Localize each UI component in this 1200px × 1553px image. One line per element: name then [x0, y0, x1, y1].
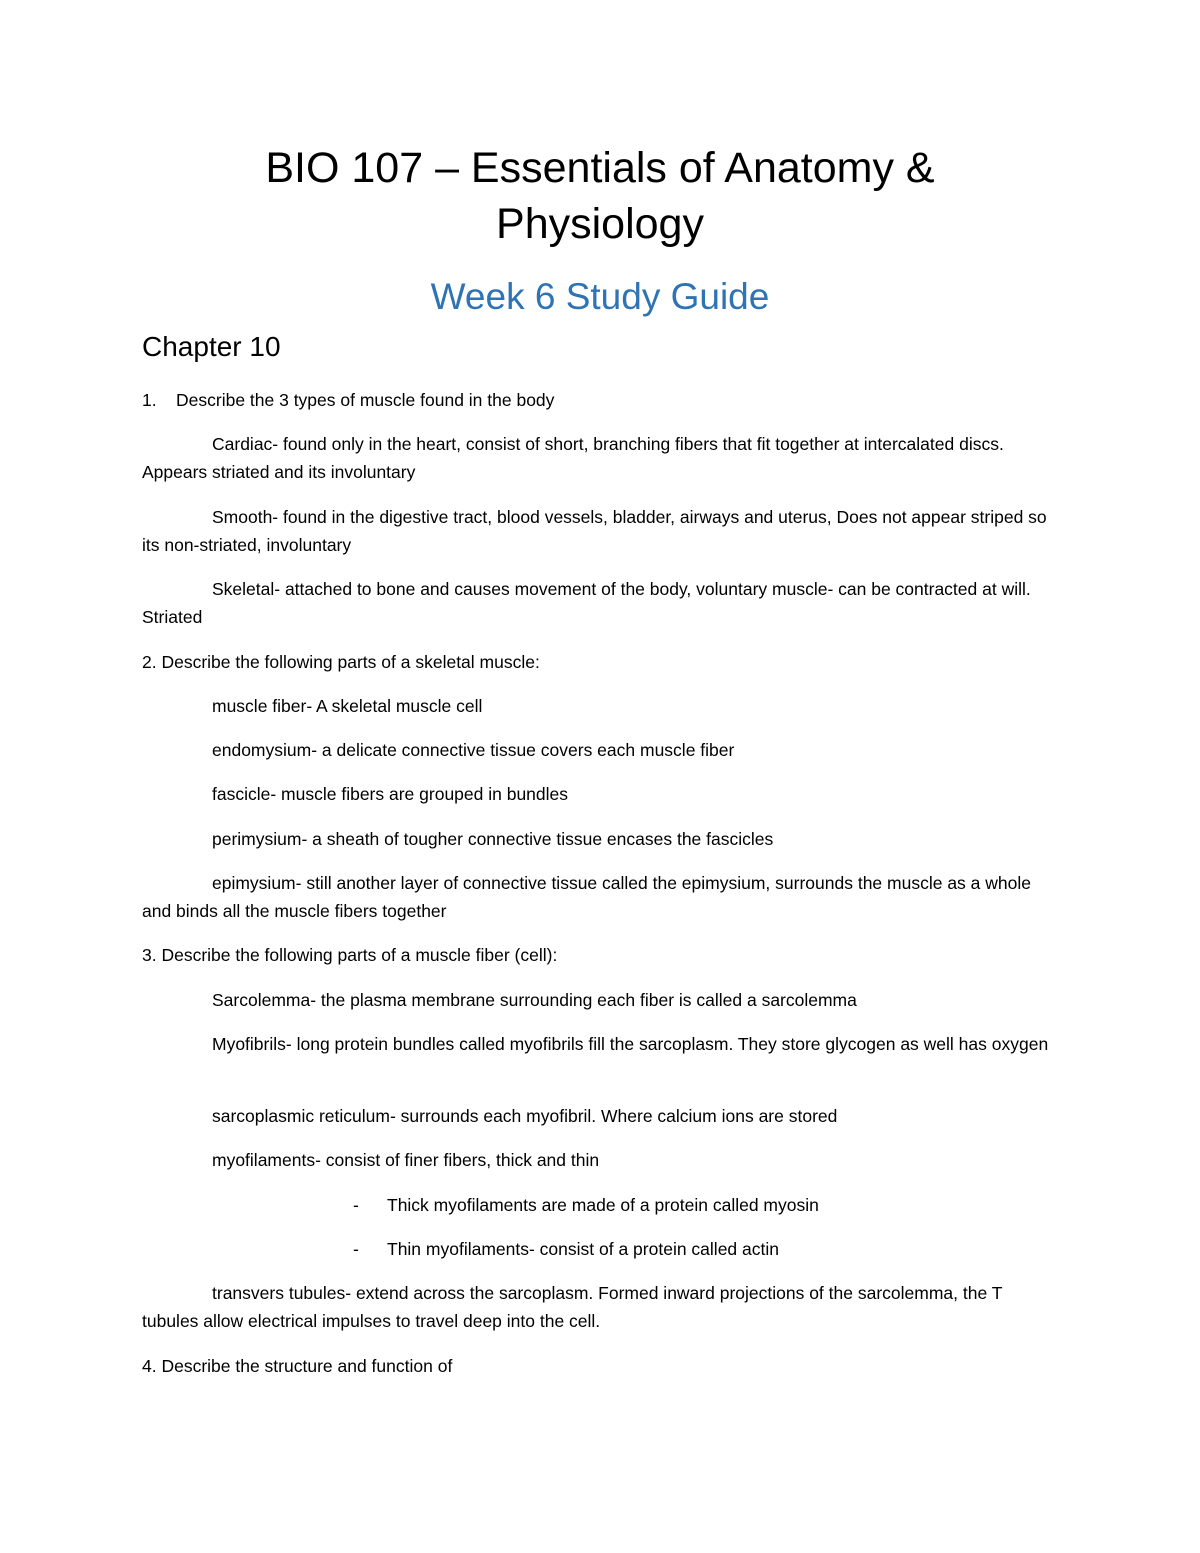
- question-4: 4. Describe the structure and function of: [142, 1356, 453, 1376]
- question-1-number: 1.: [142, 390, 157, 410]
- answer-perimysium: perimysium- a sheath of tougher connective tissue encases the fascicles: [212, 829, 774, 849]
- answer-sarcolemma: Sarcolemma- the plasma membrane surrounding each fiber is called a sarcolemma: [212, 990, 857, 1010]
- answer-sarcoplasmic-reticulum: sarcoplasmic reticulum- surrounds each myofibril. Where calcium ions are stored: [212, 1106, 838, 1126]
- bullet-marker: -: [353, 1195, 359, 1215]
- question-2: 2. Describe the following parts of a skeletal muscle:: [142, 652, 540, 672]
- answer-muscle-fiber: muscle fiber- A skeletal muscle cell: [212, 696, 483, 716]
- answer-skeletal: Skeletal- attached to bone and causes movement of the body, voluntary muscle- can be contracted at will. Striated: [142, 579, 1031, 627]
- question-1-text: Describe the 3 types of muscle found in the body: [176, 390, 555, 410]
- answer-cardiac: Cardiac- found only in the heart, consist of short, branching fibers that fit together at intercalated discs. Appears striated and its involuntary: [142, 434, 1004, 482]
- bullet-text: Thin myofilaments- consist of a protein called actin: [387, 1239, 779, 1259]
- answer-epimysium: epimysium- still another layer of connective tissue called the epimysium, surrounds the muscle as a whole and binds all the muscle fibers together: [142, 873, 1031, 921]
- bullet-thick-myofilaments: [353, 1191, 819, 1219]
- bullet-thin-myofilaments: [353, 1235, 779, 1263]
- document-title: [0, 140, 1200, 252]
- answer-myofilaments: myofilaments- consist of finer fibers, thick and thin: [212, 1150, 600, 1170]
- document-subtitle: Week 6 Study Guide: [430, 276, 770, 317]
- answer-fascicle: fascicle- muscle fibers are grouped in bundles: [212, 784, 569, 804]
- answer-endomysium: endomysium- a delicate connective tissue covers each muscle fiber: [212, 740, 735, 760]
- chapter-heading: Chapter 10: [142, 331, 281, 362]
- bullet-marker: -: [353, 1239, 359, 1259]
- answer-smooth: Smooth- found in the digestive tract, blood vessels, bladder, airways and uterus, Does not appear striped so its non-striated, involuntary: [142, 507, 1047, 555]
- answer-myofibrils: Myofibrils- long protein bundles called myofibrils fill the sarcoplasm. They store glycogen as well has oxygen: [212, 1034, 1049, 1054]
- title-line-2: Physiology: [496, 200, 704, 248]
- bullet-text: Thick myofilaments are made of a protein called myosin: [387, 1195, 819, 1215]
- title-line-1: BIO 107 – Essentials of Anatomy &: [265, 144, 935, 192]
- question-3: 3. Describe the following parts of a muscle fiber (cell):: [142, 945, 558, 965]
- answer-transverse-tubules: transvers tubules- extend across the sarcoplasm. Formed inward projections of the sarcolemma, the T tubules allow electrical impulses to travel deep into the cell.: [142, 1283, 1003, 1331]
- question-1: [142, 386, 554, 414]
